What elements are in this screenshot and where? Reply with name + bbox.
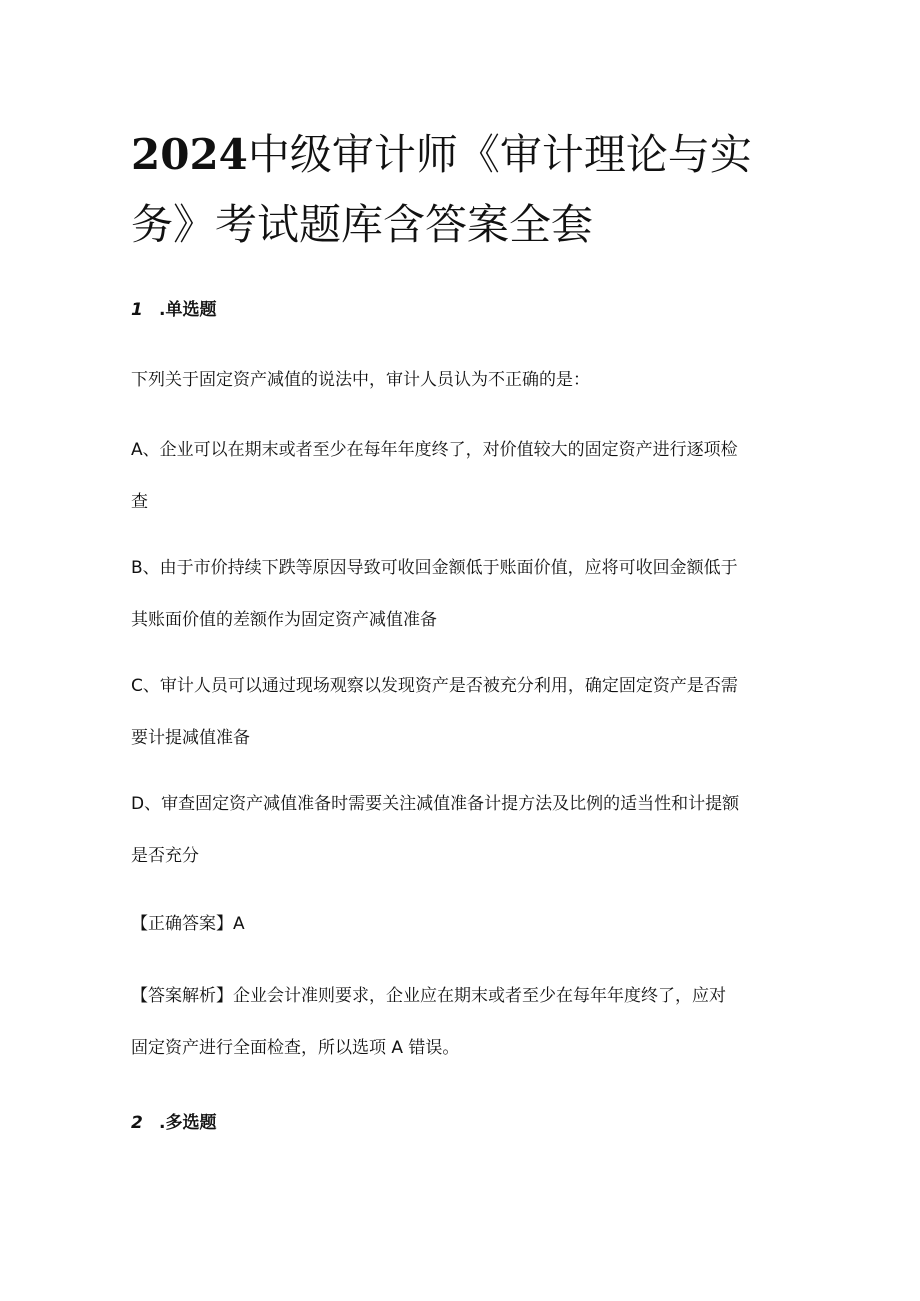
question-1-stem-text: 下列关于固定资产减值的说法中，审计人员认为不正确的是： xyxy=(131,370,590,390)
option-d-line-1: D、审查固定资产减值准备时需要关注减值准备计提方法及比例的适当性和计提额 xyxy=(131,794,740,814)
answer-analysis xyxy=(131,970,803,1074)
option-b xyxy=(131,542,803,646)
title-line-1 xyxy=(131,120,771,190)
question-1-type: .单选题 xyxy=(159,300,217,320)
question-2-type: .多选题 xyxy=(159,1113,217,1133)
title-year: 2024 xyxy=(131,130,248,179)
question-2-number: 2 xyxy=(131,1113,143,1133)
option-b-line-1: B、由于市价持续下跌等原因导致可收回金额低于账面价值，应将可收回金额低于 xyxy=(131,558,738,578)
option-b-line-2: 其账面价值的差额作为固定资产减值准备 xyxy=(131,610,437,630)
option-d-line-2: 是否充分 xyxy=(131,846,199,866)
option-c-line-1: C、审计人员可以通过现场观察以发现资产是否被充分利用，确定固定资产是否需 xyxy=(131,676,738,696)
question-1-stem xyxy=(131,354,803,406)
correct-answer xyxy=(131,898,803,950)
option-c-line-2: 要计提减值准备 xyxy=(131,728,250,748)
option-c xyxy=(131,660,803,764)
question-1-header xyxy=(131,298,216,322)
title-line-1-text: 中级审计师《审计理论与实 xyxy=(247,130,752,179)
option-a xyxy=(131,424,803,528)
answer-analysis-line-1: 【答案解析】企业会计准则要求，企业应在期末或者至少在每年年度终了，应对 xyxy=(131,986,726,1006)
answer-analysis-line-2: 固定资产进行全面检查，所以选项 A 错误。 xyxy=(131,1038,460,1058)
question-1-number: 1 xyxy=(131,300,143,320)
question-2-header xyxy=(131,1111,216,1135)
correct-answer-text: 【正确答案】A xyxy=(131,914,245,934)
title-line-2: 务》考试题库含答案全套 xyxy=(131,200,594,249)
document-title xyxy=(131,120,771,260)
option-a-line-1: A、企业可以在期末或者至少在每年年度终了，对价值较大的固定资产进行逐项检 xyxy=(131,440,738,460)
option-d xyxy=(131,778,803,882)
option-a-line-2: 查 xyxy=(131,492,148,512)
